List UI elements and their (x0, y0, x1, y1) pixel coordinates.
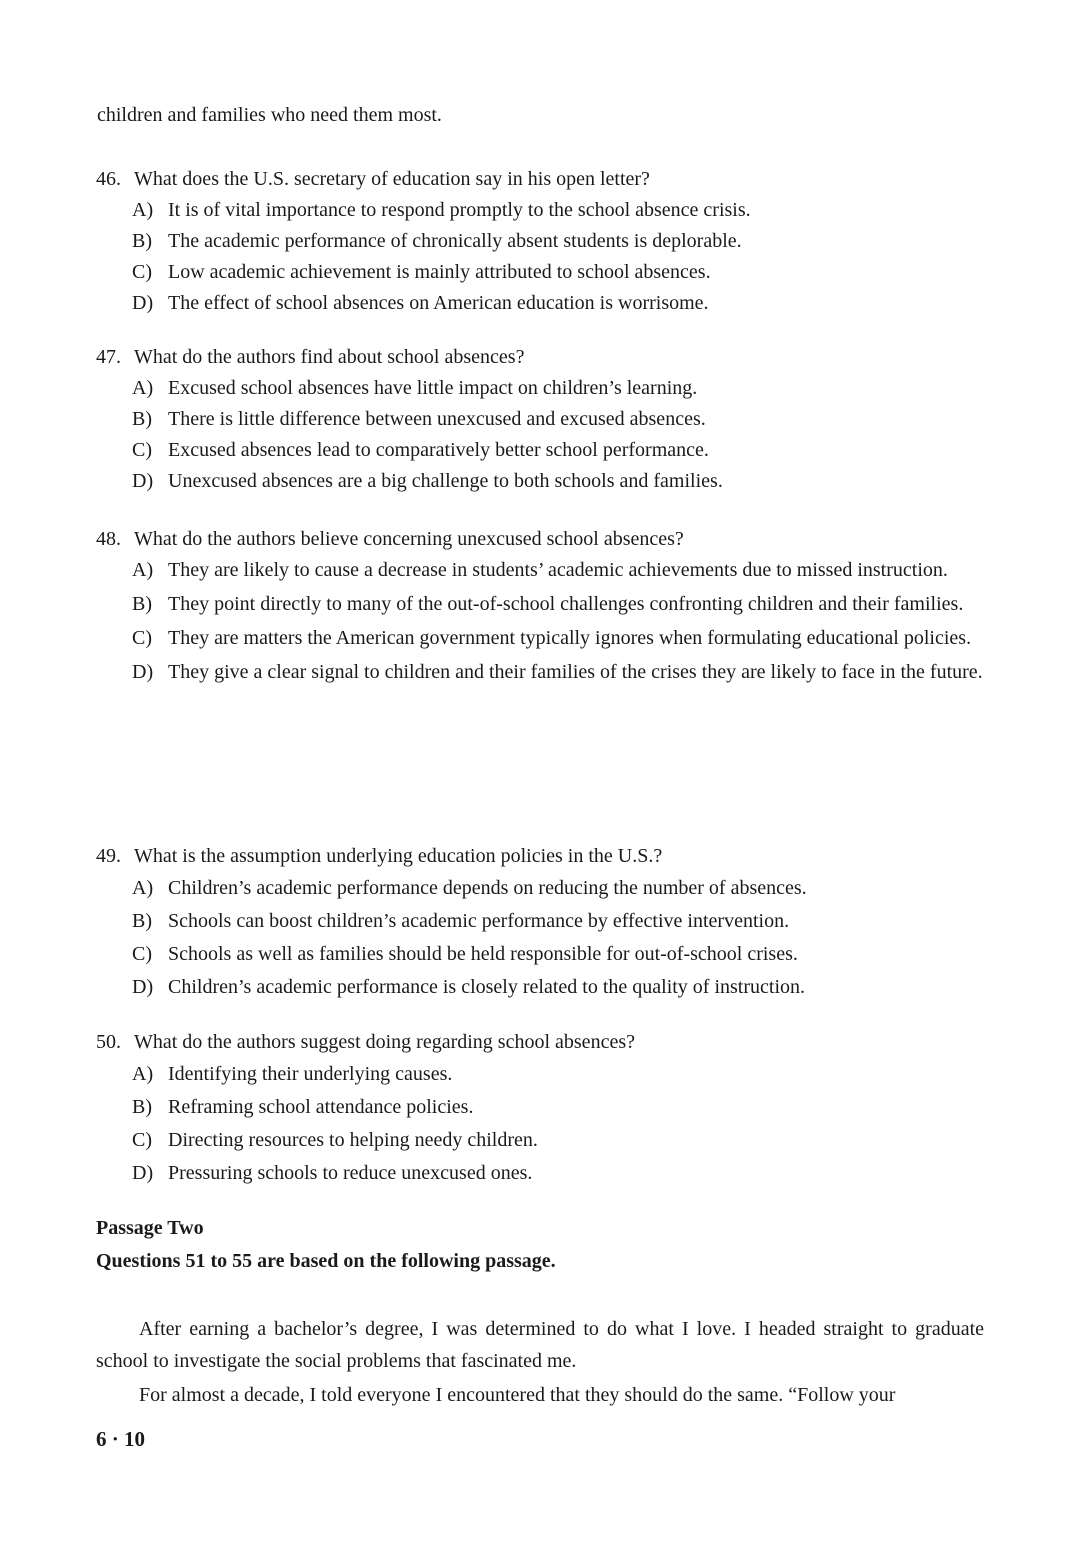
option-b[interactable] (132, 589, 986, 620)
option-letter: D) (132, 292, 154, 314)
option-d[interactable] (132, 657, 986, 688)
option-list (132, 555, 986, 688)
option-text: They give a clear signal to children and their families of the crises they are likely to face in the future. (168, 661, 983, 683)
section-title: Passage Two (96, 1217, 204, 1239)
option-b[interactable] (132, 404, 986, 435)
option-letter: A) (132, 877, 154, 899)
section-subtitle: Questions 51 to 55 are based on the following passage. (96, 1250, 556, 1272)
option-c[interactable] (132, 435, 986, 466)
question-number: 49. (96, 845, 121, 867)
option-text: Reframing school attendance policies. (168, 1096, 474, 1118)
option-text: Low academic achievement is mainly attributed to school absences. (168, 261, 711, 283)
option-letter: A) (132, 199, 154, 221)
option-b[interactable] (132, 226, 986, 257)
option-text: The effect of school absences on American education is worrisome. (168, 292, 709, 314)
option-a[interactable] (132, 872, 986, 905)
question-stem (96, 1027, 986, 1058)
option-text: Pressuring schools to reduce unexcused ones. (168, 1162, 533, 1184)
option-b[interactable] (132, 1091, 986, 1124)
option-list (132, 373, 986, 497)
option-d[interactable] (132, 971, 986, 1004)
question-stem (96, 342, 986, 373)
option-text: The academic performance of chronically absent students is deplorable. (168, 230, 742, 252)
passage-paragraph: After earning a bachelor’s degree, I was determined to do what I love. I headed straight to graduate school to investigate the social problems that fascinated me. (96, 1318, 984, 1372)
option-letter: C) (132, 627, 152, 649)
question-text: What do the authors believe concerning unexcused school absences? (134, 528, 684, 550)
question-number: 47. (96, 346, 121, 368)
question-text: What is the assumption underlying education policies in the U.S.? (134, 845, 663, 867)
option-d[interactable] (132, 288, 986, 319)
question-46 (96, 164, 986, 319)
option-text: Children’s academic performance is closely related to the quality of instruction. (168, 976, 806, 998)
question-stem (96, 841, 986, 872)
option-text: Excused absences lead to comparatively better school performance. (168, 439, 709, 461)
option-letter: C) (132, 261, 152, 283)
option-letter: D) (132, 661, 154, 683)
option-text: They are matters the American government typically ignores when formulating educational policies. (168, 627, 972, 649)
option-list (132, 195, 986, 319)
option-c[interactable] (132, 938, 986, 971)
option-text: Excused school absences have little impact on children’s learning. (168, 377, 698, 399)
option-letter: B) (132, 910, 152, 932)
option-a[interactable] (132, 555, 986, 586)
option-letter: C) (132, 1129, 152, 1151)
option-d[interactable] (132, 1157, 986, 1190)
option-text: Identifying their underlying causes. (168, 1063, 453, 1085)
option-list (132, 1058, 986, 1190)
question-text: What do the authors suggest doing regarding school absences? (134, 1031, 635, 1053)
option-letter: C) (132, 439, 152, 461)
question-number: 46. (96, 168, 121, 190)
page-number: 6 · 10 (96, 1427, 146, 1451)
option-letter: B) (132, 230, 152, 252)
question-text: What does the U.S. secretary of education say in his open letter? (134, 168, 650, 190)
option-c[interactable] (132, 623, 986, 654)
option-text: Children’s academic performance depends on reducing the number of absences. (168, 877, 807, 899)
option-letter: B) (132, 593, 152, 615)
option-a[interactable] (132, 373, 986, 404)
option-letter: B) (132, 1096, 152, 1118)
question-49 (96, 841, 986, 1004)
option-text: Schools can boost children’s academic performance by effective intervention. (168, 910, 790, 932)
option-letter: C) (132, 943, 152, 965)
question-50 (96, 1027, 986, 1190)
question-stem (96, 524, 986, 555)
question-number: 48. (96, 528, 121, 550)
question-number: 50. (96, 1031, 121, 1053)
option-letter: D) (132, 1162, 154, 1184)
question-text: What do the authors find about school absences? (134, 346, 525, 368)
option-a[interactable] (132, 195, 986, 226)
question-stem (96, 164, 986, 195)
option-b[interactable] (132, 905, 986, 938)
option-text: They point directly to many of the out-of-school challenges confronting children and their families. (168, 593, 964, 615)
question-48 (96, 524, 986, 691)
option-c[interactable] (132, 1124, 986, 1157)
option-letter: D) (132, 976, 154, 998)
option-list (132, 872, 986, 1004)
option-text: It is of vital importance to respond promptly to the school absence crisis. (168, 199, 751, 221)
intro-line: children and families who need them most. (97, 104, 442, 126)
passage-body (96, 1313, 984, 1413)
option-letter: D) (132, 470, 154, 492)
option-letter: A) (132, 559, 154, 581)
option-letter: A) (132, 377, 154, 399)
option-text: Directing resources to helping needy children. (168, 1129, 538, 1151)
passage-paragraph: For almost a decade, I told everyone I encountered that they should do the same. “Follow your (139, 1384, 896, 1406)
option-d[interactable] (132, 466, 986, 497)
option-letter: B) (132, 408, 152, 430)
option-text: They are likely to cause a decrease in students’ academic achievements due to missed instruction. (168, 559, 948, 581)
option-text: Schools as well as families should be held responsible for out-of-school crises. (168, 943, 798, 965)
option-c[interactable] (132, 257, 986, 288)
option-letter: A) (132, 1063, 154, 1085)
question-47 (96, 342, 986, 497)
option-text: Unexcused absences are a big challenge to both schools and families. (168, 470, 723, 492)
option-text: There is little difference between unexcused and excused absences. (168, 408, 706, 430)
option-a[interactable] (132, 1058, 986, 1091)
